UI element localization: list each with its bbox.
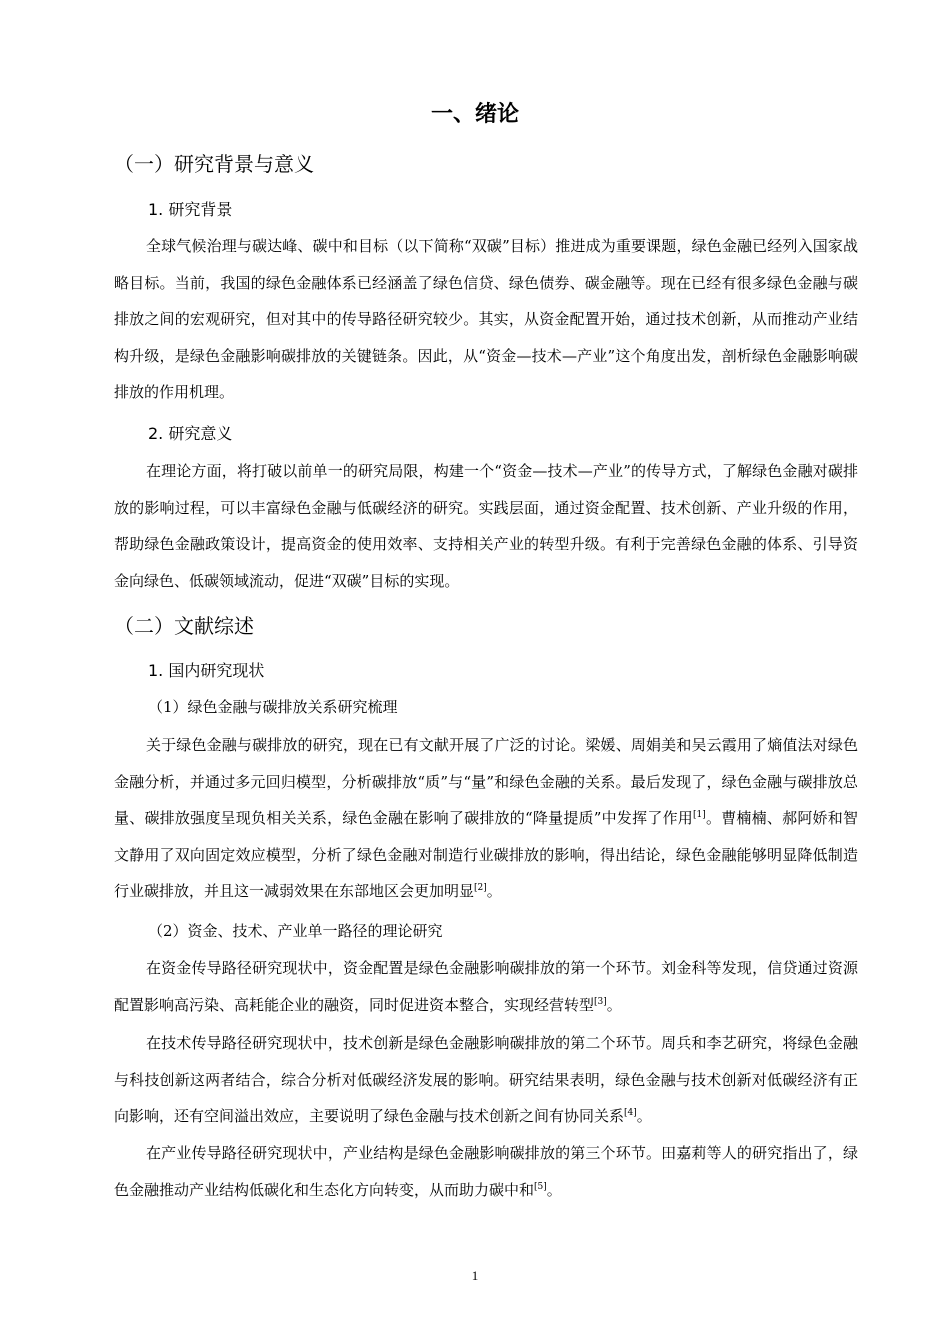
paragraph-industry-path (114, 1135, 858, 1208)
paragraph-text: 。 (636, 1107, 652, 1125)
paragraph-text: 。 (606, 995, 622, 1014)
paragraph-text: 在产业传导路径研究现状中，产业结构是绿色金融影响碳排放的第三个环节。田嘉莉等人的研究指出了，绿色金融推动产业结构低碳化和生态化方向转变，从而助力碳中和 (114, 1144, 858, 1199)
section-heading-background: （一）研究背景与意义 (114, 152, 314, 176)
paragraph-text: 。 (486, 882, 502, 900)
subsection-heading-domestic-research: 1. 国内研究现状 (148, 661, 265, 680)
page-number: 1 (471, 1268, 479, 1283)
paragraph-capital-path (114, 950, 858, 1023)
citation-ref-4: [4] (624, 1108, 637, 1118)
citation-ref-2: [2] (474, 883, 487, 893)
paragraph-text: 在技术传导路径研究现状中，技术创新是绿色金融影响碳排放的第二个环节。周兵和李艺研究，将绿色金融与科技创新这两者结合，综合分析对低碳经济发展的影响。研究结果表明，绿色金融与技术创新对低碳经济有正向影响，还有空间溢出效应，主要说明了绿色金融与技术创新之间有协同关系 (114, 1034, 858, 1125)
paragraph-text: 关于绿色金融与碳排放的研究，现在已有文献开展了广泛的讨论。梁媛、周娟美和吴云霞用了熵值法对绿色金融分析，并通过多元回归模型，分析碳排放“质”与“量”和绿色金融的关系。最后发现了，绿色金融与碳排放总量、碳排放强度呈现负相关关系，绿色金融在影响了碳排放的“降量提质”中发挥了作用 (114, 736, 858, 827)
citation-ref-1: [1] (693, 810, 706, 820)
sub-subsection-heading-single-path: （2）资金、技术、产业单一路径的理论研究 (148, 922, 443, 940)
subsection-heading-research-background: 1. 研究背景 (148, 200, 233, 219)
paragraph-technology-path (114, 1025, 858, 1135)
citation-ref-3: [3] (594, 996, 607, 1007)
paragraph-text: 在资金传导路径研究现状中，资金配置是绿色金融影响碳排放的第一个环节。刘金科等发现，信贷通过资源配置影响高污染、高耗能企业的融资，同时促进资本整合，实现经营转型 (114, 959, 858, 1014)
chapter-title: 一、绪论 (430, 102, 519, 127)
paragraph-research-significance: 在理论方面，将打破以前单一的研究局限，构建一个“资金—技术—产业”的传导方式，了解绿色金融对碳排放的影响过程，可以丰富绿色金融与低碳经济的研究。实践层面，通过资金配置、技术创新、产业升级的作用，帮助绿色金融政策设计，提高资金的使用效率、支持相关产业的转型升级。有利于完善绿色金融的体系、引导资金向绿色、低碳领域流动，促进“双碳”目标的实现。 (114, 462, 858, 590)
sub-subsection-heading-relation-review: （1）绿色金融与碳排放关系研究梳理 (148, 698, 398, 716)
paragraph-research-background: 全球气候治理与碳达峰、碳中和目标（以下简称“双碳”目标）推进成为重要课题，绿色金融已经列入国家战略目标。当前，我国的绿色金融体系已经涵盖了绿色信贷、绿色债券、碳金融等。现在已经有很多绿色金融与碳排放之间的宏观研究，但对其中的传导路径研究较少。其实，从资金配置开始，通过技术创新，从而推动产业结构升级，是绿色金融影响碳排放的关键链条。因此，从“资金—技术—产业”这个角度出发，剖析绿色金融影响碳排放的作用机理。 (114, 237, 858, 401)
section-heading-literature-review: （二）文献综述 (114, 614, 254, 638)
paragraph-text: 。曹楠楠、郝阿娇和智文静用了双向固定效应模型，分析了绿色金融对制造行业碳排放的影响，得出结论，绿色金融能够明显降低制造行业碳排放，并且这一减弱效果在东部地区会更加明显 (114, 809, 858, 900)
subsection-heading-research-significance: 2. 研究意义 (148, 424, 233, 443)
citation-ref-5: [5] (534, 1181, 547, 1192)
paragraph-relation-review (114, 727, 858, 910)
paragraph-text: 。 (546, 1180, 562, 1199)
